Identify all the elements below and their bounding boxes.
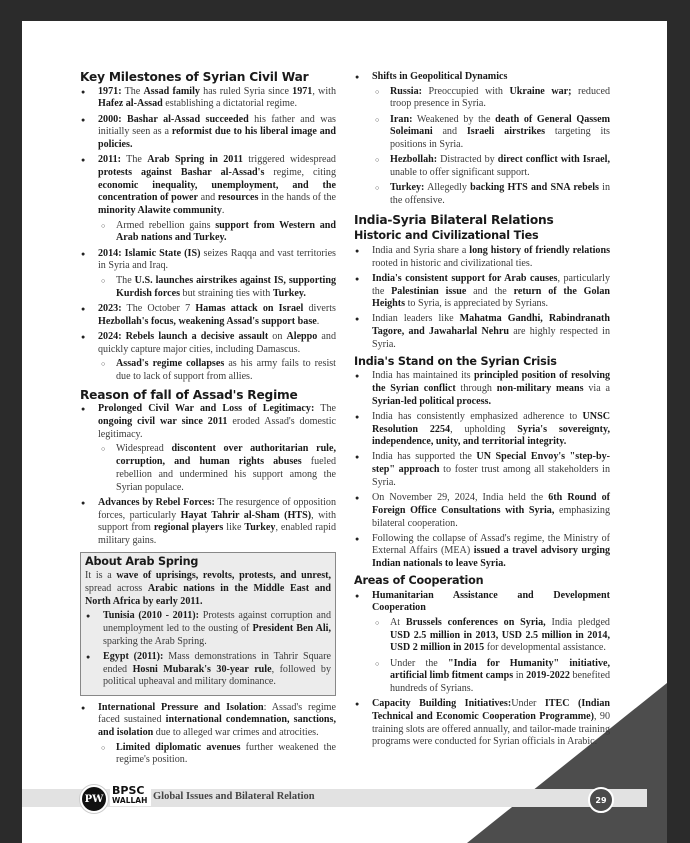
sub-list-item: ○ At Brussels conferences on Syria, India pledged USD 2.5 million in 2013, USD 2.5 million in 2014, USD 2 million in 2015 for developmental assistance.	[372, 617, 610, 655]
bilateral-heading: India-Syria Bilateral Relations	[354, 212, 554, 227]
brand-line-1: BPSC	[112, 784, 145, 797]
list-item-text: 2000: Bashar al-Assad succeeded his father and was initially seen as a reformist due to his liberal image and policies.	[98, 113, 336, 151]
list-item-text: Shifts in Geopolitical Dynamics	[372, 71, 508, 82]
sub-list	[98, 358, 336, 383]
list-item	[80, 303, 336, 328]
list-item	[354, 71, 610, 208]
reasons-list	[80, 403, 336, 547]
list-item	[354, 451, 610, 489]
list-item	[354, 492, 610, 530]
page-number: 29	[588, 787, 614, 813]
left-column	[80, 71, 336, 770]
sub-list	[372, 86, 610, 208]
list-item-text: Humanitarian Assistance and Development Cooperation	[372, 589, 610, 614]
sub-list-item: ○ Widespread discontent over authoritarian rule, corruption, and human rights abuses fueled rebellion and undermined his support among the Syrian populace.	[98, 443, 336, 494]
sub-list-item: ○ Under the "India for Humanity" initiative, artificial limb fitment camps in 2019-2022 benefited hundreds of Syrians.	[372, 658, 610, 696]
list-item-text: India has maintained its principled position of resolving the Syrian conflict through non-military means via a Syrian-led political process.	[372, 370, 611, 407]
footer-title: Global Issues and Bilateral Relation	[153, 791, 315, 802]
list-item	[80, 331, 336, 384]
sub-list-item: ○ Hezbollah: Distracted by direct conflict with Israel, unable to offer significant support.	[372, 154, 610, 179]
list-item	[80, 114, 336, 152]
sub-list-item: ○ Armed rebellion gains support from Western and Arab nations and Turkey.	[98, 220, 336, 245]
sub-list-item: ○ Turkey: Allegedly backing HTS and SNA rebels in the offensive.	[372, 182, 610, 207]
list-item-text: 2014: Islamic State (IS) seizes Raqqa and vast territories in Syria and Iraq.	[98, 247, 336, 272]
milestones-heading: Key Milestones of Syrian Civil War	[80, 70, 309, 84]
document-page	[22, 21, 667, 843]
historic-list	[354, 245, 610, 352]
list-item	[85, 610, 331, 648]
sub-list-item: ○ Russia: Preoccupied with Ukraine war; reduced troop presence in Syria.	[372, 86, 610, 111]
list-item	[80, 86, 336, 111]
list-item	[354, 411, 610, 449]
reasons-heading: Reason of fall of Assad's Regime	[80, 387, 298, 402]
list-item-text: Following the collapse of Assad's regime, the Ministry of External Affairs (MEA) issued a travel advisory urging Indian nationals to leave Syria.	[372, 532, 610, 570]
cooperation-heading: Areas of Cooperation	[354, 573, 484, 587]
arab-spring-heading: About Arab Spring	[85, 554, 199, 568]
sub-list-item: ○ Assad's regime collapses as his army fails to resist due to lack of support from allies.	[98, 358, 336, 383]
list-item-text: Advances by Rebel Forces: The resurgence of opposition forces, particularly Hayat Tahrir al-Sham (HTS), with support from regional players like Turkey, enabled rapid military gains.	[98, 496, 337, 546]
sub-list	[98, 742, 336, 767]
arab-spring-box	[80, 552, 336, 696]
list-item-text: 2023: The October 7 Hamas attack on Israel diverts Hezbollah's focus, weakening Assad's support base.	[98, 302, 336, 327]
cooperation-list	[354, 590, 610, 749]
sub-list	[98, 275, 336, 300]
list-item-text: 2011: The Arab Spring in 2011 triggered widespread protests against Bashar al-Assad's regime, citing economic inequality, unemployment, and the concentration of power and resources in the hands of the minority Alawite community.	[98, 154, 336, 217]
brand-line-2: WALLAH	[112, 796, 148, 805]
sub-list-item: ○ The U.S. launches airstrikes against IS, supporting Kurdish forces but straining ties with Turkey.	[98, 275, 336, 300]
arab-spring-list	[85, 610, 331, 689]
sub-list	[98, 220, 336, 245]
list-item-text: Prolonged Civil War and Loss of Legitimacy: The ongoing civil war since 2011 eroded Assad's domestic legitimacy.	[98, 403, 337, 440]
list-item-text: Capacity Building Initiatives:Under ITEC (Indian Technical and Economic Cooperation Programme), 90 training slots are offered annually, and tailor-made training programs were conducted for Syrian officials in Arabic.	[372, 698, 611, 748]
list-item	[80, 403, 336, 494]
list-item	[354, 533, 610, 571]
arab-spring-intro: It is a wave of uprisings, revolts, protests, and unrest, spread across Arabic nations in the Middle East and North Africa by early 2011.	[85, 570, 332, 607]
list-item-text: Tunisia (2010 - 2011): Protests against corruption and unemployment led to the ousting of President Ben Ali, sparking the Arab Spring.	[103, 610, 331, 647]
milestones-list	[80, 86, 336, 384]
brand-name	[110, 786, 151, 806]
list-item	[354, 370, 610, 408]
list-item-text: 1971: The Assad family has ruled Syria since 1971, with Hafez al-Assad establishing a dictatorial regime.	[98, 85, 337, 110]
geopolitics-list	[354, 71, 610, 208]
list-item-text: India's consistent support for Arab causes, particularly the Palestinian issue and the return of the Golan Heights to Syria, is appreciated by Syrians.	[372, 272, 610, 310]
list-item	[354, 313, 610, 351]
right-column	[354, 71, 610, 751]
list-item-text: India has consistently emphasized adherence to UNSC Resolution 2254, upholding Syria's sovereignty, independence, unity, and territorial integrity.	[372, 410, 610, 448]
list-item	[354, 245, 610, 270]
list-item	[85, 651, 331, 689]
list-item-text: India and Syria share a long history of friendly relations rooted in historic and civilizational ties.	[372, 244, 610, 269]
list-item	[354, 590, 610, 696]
list-item	[80, 702, 336, 768]
list-item	[354, 273, 610, 311]
stand-list	[354, 370, 610, 571]
historic-heading: Historic and Civilizational Ties	[354, 229, 539, 243]
sub-list-item: ○ Limited diplomatic avenues further weakened the regime's position.	[98, 742, 336, 767]
list-item-text: On November 29, 2024, India held the 6th Round of Foreign Office Consultations with Syria, emphasizing bilateral cooperation.	[372, 492, 610, 529]
reasons-list-continued	[80, 702, 336, 768]
list-item-text: Egypt (2011): Mass demonstrations in Tahrir Square ended Hosni Mubarak's 30-year rule, followed by political upheaval and military dominance.	[103, 651, 331, 688]
list-item	[80, 497, 336, 548]
list-item-text: India has supported the UN Special Envoy's "step-by-step" approach to foster trust among all stakeholders in Syria.	[372, 451, 610, 488]
list-item-text: 2024: Rebels launch a decisive assault on Aleppo and quickly capture major cities, including Damascus.	[98, 330, 336, 355]
list-item-text: International Pressure and Isolation: Assad's regime faced sustained international condemnation, sanctions, and isolation due to alleged war crimes and atrocities.	[98, 701, 336, 739]
list-item	[354, 698, 610, 749]
pw-logo-icon: PW	[80, 785, 108, 813]
stand-heading: India's Stand on the Syrian Crisis	[354, 354, 557, 368]
sub-list-item: ○ Iran: Weakened by the death of General Qassem Soleimani and Israeli airstrikes targeting its positions in Syria.	[372, 114, 610, 152]
list-item	[80, 154, 336, 245]
list-item-text: Indian leaders like Mahatma Gandhi, Rabindranath Tagore, and Jawaharlal Nehru are highly respected in Syria.	[372, 313, 610, 350]
list-item	[80, 248, 336, 301]
sub-list	[372, 617, 610, 696]
sub-list	[98, 443, 336, 494]
